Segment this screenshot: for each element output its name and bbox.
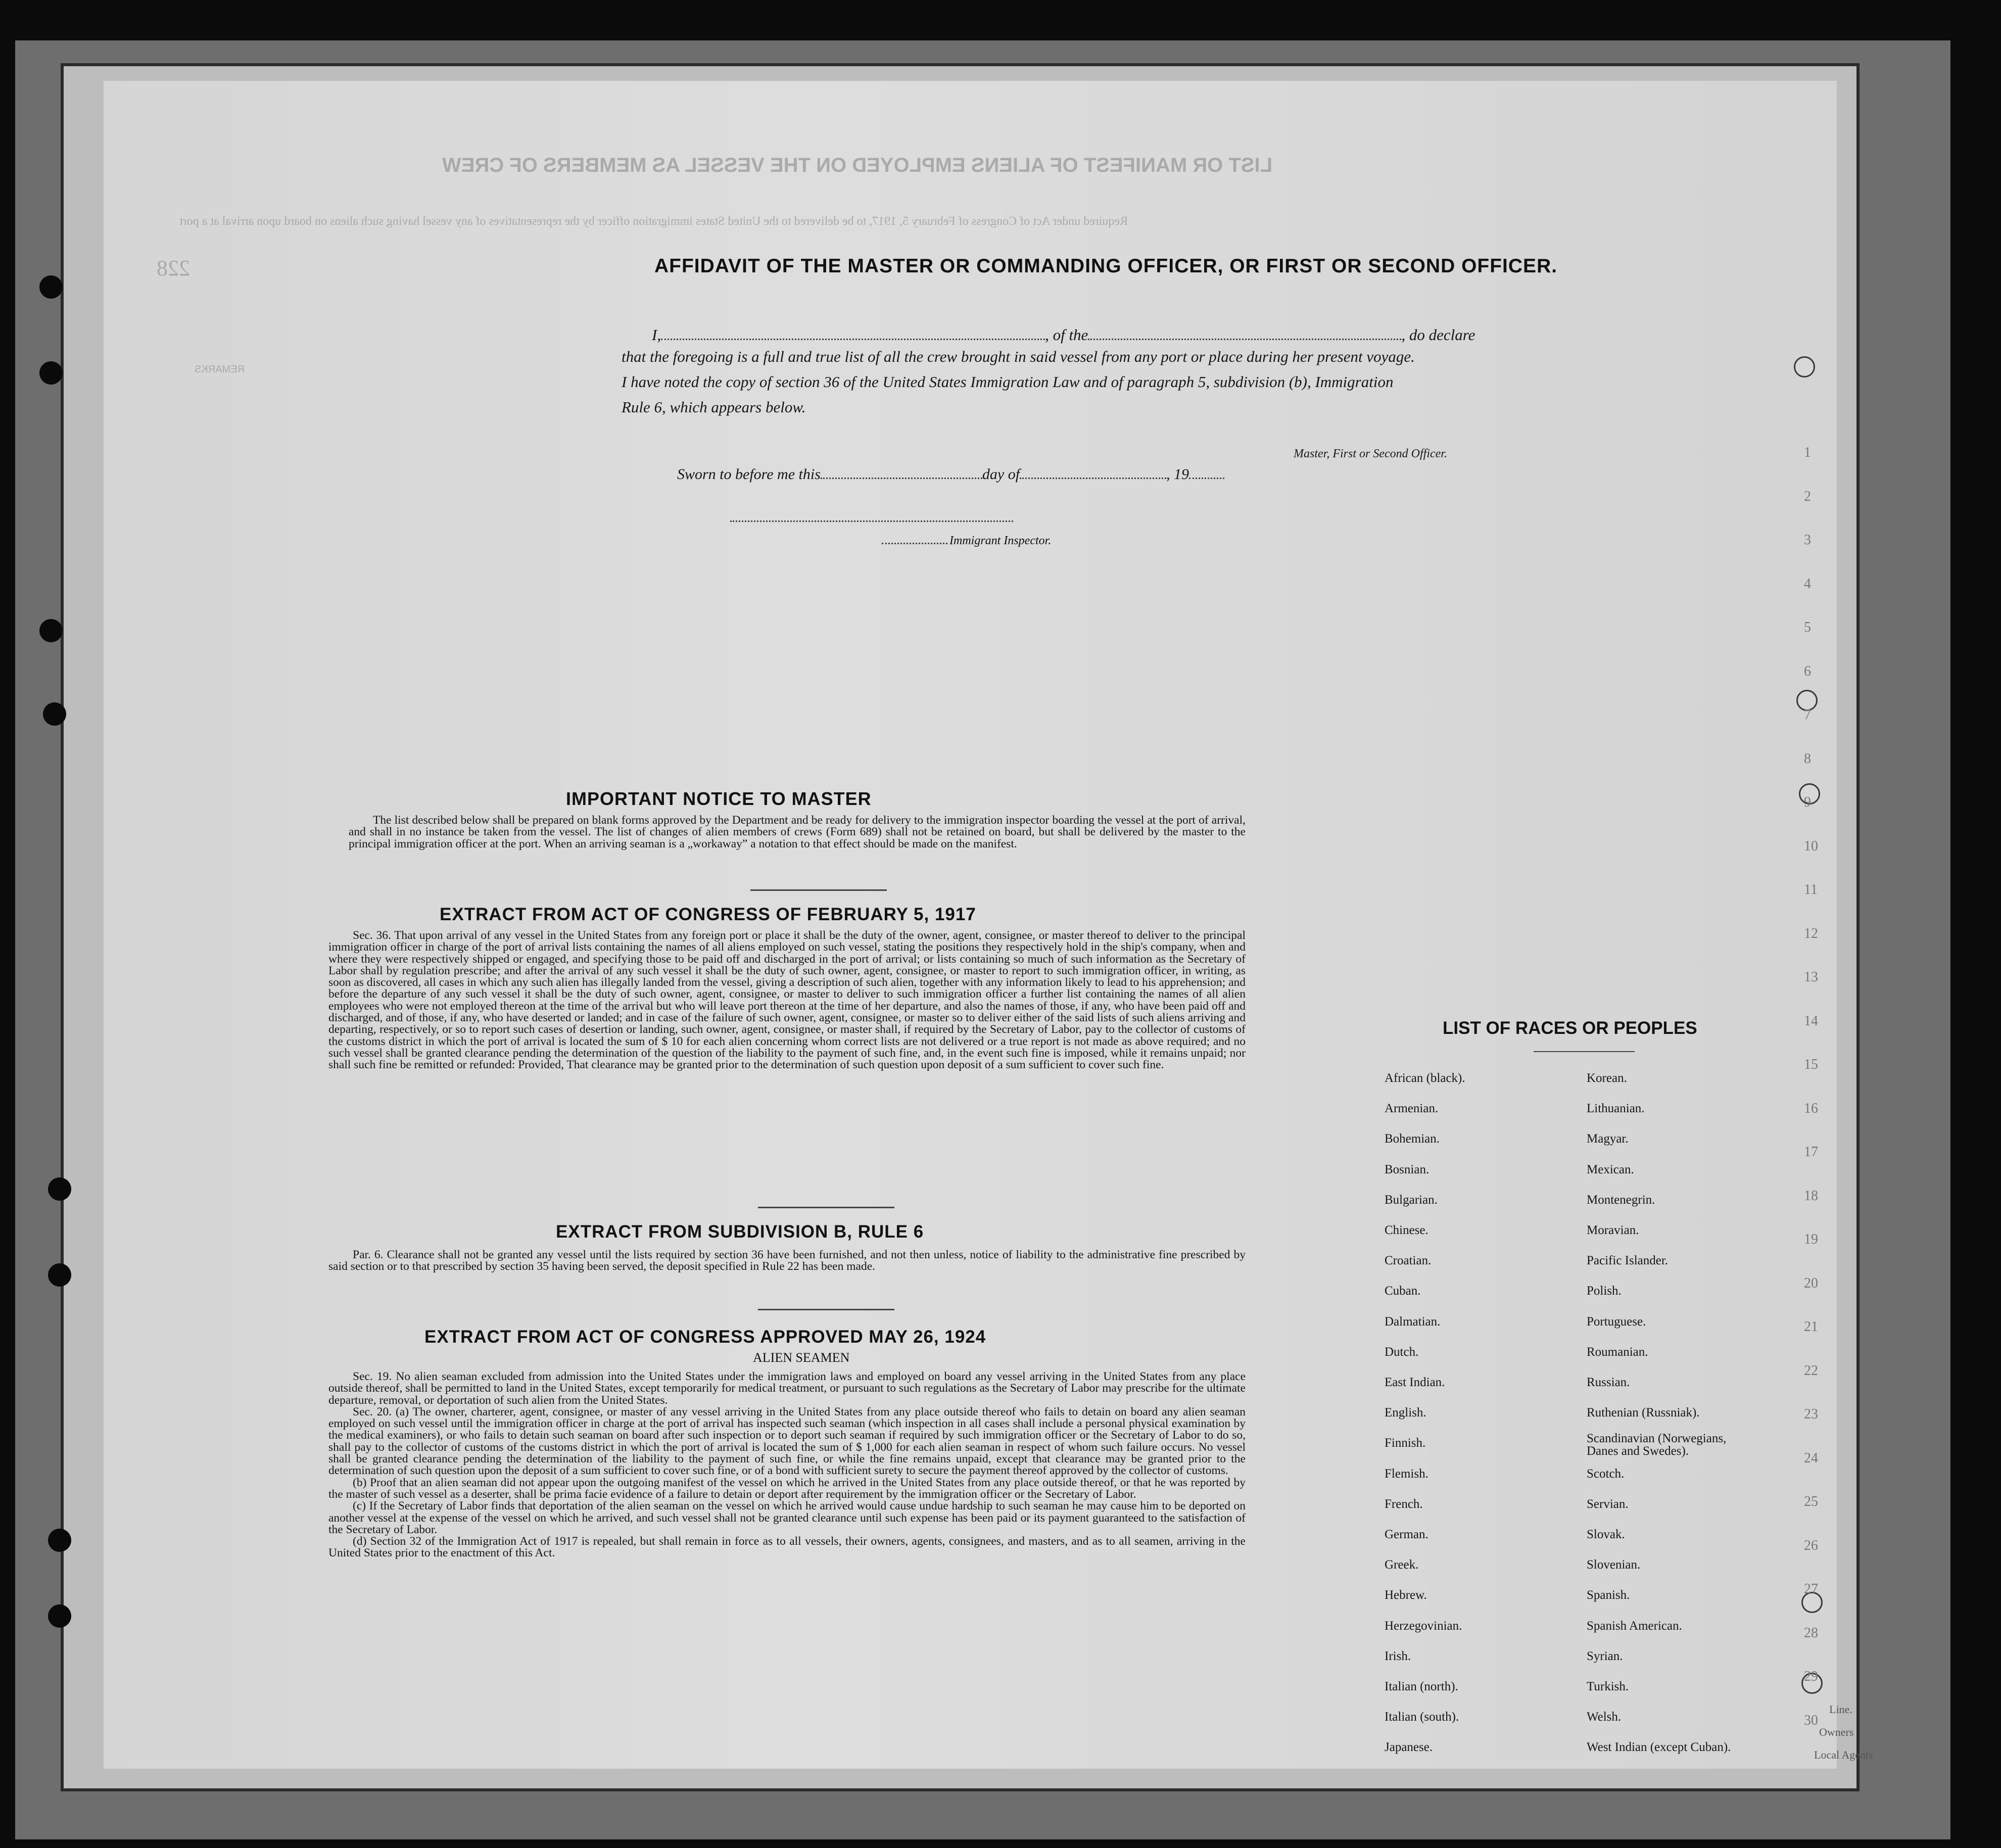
margin-line-number: 2 <box>1804 488 1811 504</box>
extract-1924-title: EXTRACT FROM ACT OF CONGRESS APPROVED MAY 26, 1924 <box>424 1327 986 1347</box>
margin-line-number: 24 <box>1804 1450 1818 1466</box>
margin-line-number: 27 <box>1804 1581 1818 1597</box>
race-item: Slovenian. <box>1587 1558 1641 1572</box>
divider-rule <box>1534 1051 1635 1052</box>
margin-line-number: 25 <box>1804 1494 1818 1509</box>
sec-19-paragraph: Sec. 19. No alien seaman excluded from admission into the United States under the immigration laws and employed on board any vessel arriving in the United States from any place outside thereof, shall be permitted to land in the United States, except temporarily for medical treatment, or pursuant to such regulations as the Secretary of Labor may prescribe for the ultimate departure, removal, or deportation of such alien from the United States. <box>328 1370 1246 1407</box>
day-blank <box>821 478 982 479</box>
race-item: Scotch. <box>1587 1466 1625 1481</box>
vessel-blank <box>1088 339 1401 340</box>
race-item: English. <box>1385 1406 1426 1420</box>
margin-line-number: 18 <box>1804 1188 1818 1204</box>
margin-line-number: 22 <box>1804 1362 1818 1379</box>
section-36-paragraph: Sec. 36. That upon arrival of any vessel in the United States from any foreign port or place it shall be the duty of the owner, agent, consignee, or master thereof to deliver to the principal immigration officer in charge of the port of arrival lists containing the names of all aliens employed on such vessel, stating the positions they respectively hold in the ship's company, when and where they were respectively shipped or engaged, and specifying those to be paid off and discharged in the port of arrival; or lists containing so much of such information as the Secretary of Labor shall by regulation prescribe; and after the arrival of any such vessel it shall be the duty of such owner, agent, consignee, or master to report to such immigration officer, in writing, as soon as discovered, all cases in which any such alien has illegally landed from the vessel, giving a description of such alien, together with any information likely to lead to his apprehension; and before the departure of any such vessel it shall be the duty of such owner, agent, consignee, or master to deliver to such immigration officer a further list containing the names of all alien employees who were not employed thereon at the time of the arrival but who will leave port thereon at the time of her departure, and also the names of those, if any, who have been paid off and discharged, and of those, if any, who have deserted or landed; and in case of the failure of such owner, agent, consignee, or master so to deliver either of the said lists of such aliens arriving and departing, respectively, or so to report such cases of desertion or landing, such owner, agent, consignee, or master shall, if required by the Secretary of Labor, pay to the collector of customs of the customs district in which the port of arrival is located the sum of $ 10 for each alien concerning whom correct lists are not delivered or a true report is not made as above required; and no such vessel shall be granted clearance pending the determination of the question of the liability to the payment of such fine, and, in the event such fine is imposed, while it remains unpaid; nor shall such fine be remitted or refunded: Provided, That clearance may be granted prior to the determination of such question upon deposit of a sum sufficient to cover such fine. <box>328 929 1246 1072</box>
margin-line-number: 15 <box>1804 1057 1818 1072</box>
affidavit-line-2: that the foregoing is a full and true list of all the crew brought in said vessel from any port or place during her present voyage. <box>622 348 1415 365</box>
race-item: East Indian. <box>1385 1376 1445 1389</box>
bleed-through-title: LIST OR MANIFEST OF ALIENS EMPLOYED ON THE VESSEL AS MEMBERS OF CREW <box>442 154 1273 176</box>
margin-line-number: 13 <box>1804 969 1818 985</box>
binder-hole <box>39 361 63 385</box>
race-item: Servian. <box>1587 1497 1629 1511</box>
bleed-through-required-line: Required under Act of Congress of February 5, 1917, to be delivered to the United States immigration officer by the representatives of any vessel having such aliens on board upon arrival at a port <box>179 215 1128 228</box>
race-item: Croatian. <box>1385 1254 1432 1268</box>
race-item: Montenegrin. <box>1587 1193 1655 1207</box>
margin-line-number: 20 <box>1804 1275 1818 1291</box>
races-title: LIST OF RACES OR PEOPLES <box>1443 1018 1697 1038</box>
race-item: Polish. <box>1587 1284 1622 1298</box>
binder-hole <box>48 1177 71 1201</box>
divider-rule <box>750 889 887 891</box>
race-item: Moravian. <box>1587 1223 1639 1237</box>
race-item: Slovak. <box>1587 1528 1625 1541</box>
race-item: Russian. <box>1587 1376 1630 1389</box>
sec-20c-paragraph: (c) If the Secretary of Labor finds that deportation of the alien seaman on the vessel on which he arrived would cause undue hardship to such seaman he may cause him to be deported on another vessel at the expense of the vessel on which he arrived, and such vessel shall not be granted clearance until such expense has been paid or its payment guaranteed to the satisfaction of the Secretary of Labor. <box>328 1499 1246 1536</box>
margin-line-number: 9 <box>1804 794 1811 810</box>
notice-title: IMPORTANT NOTICE TO MASTER <box>566 788 872 809</box>
rule6-text <box>328 1249 1246 1273</box>
extract-1924-text <box>328 1371 1246 1559</box>
margin-line-number: 7 <box>1804 707 1811 723</box>
race-item: Greek. <box>1385 1558 1419 1572</box>
race-item: French. <box>1385 1497 1423 1511</box>
race-item: German. <box>1385 1528 1428 1541</box>
margin-line-number: 26 <box>1804 1537 1818 1553</box>
inspector-blank <box>882 543 947 544</box>
month-blank <box>1020 478 1166 479</box>
binder-hole <box>48 1529 71 1552</box>
race-item: West Indian (except Cuban). <box>1587 1740 1731 1755</box>
binder-hole <box>1794 356 1815 377</box>
margin-line-number: 12 <box>1804 925 1818 941</box>
line-label: Line. <box>1829 1703 1852 1716</box>
binder-hole <box>48 1604 71 1628</box>
extract-1917-title: EXTRACT FROM ACT OF CONGRESS OF FEBRUARY 5, 1917 <box>440 905 976 924</box>
race-item: Italian (north). <box>1385 1680 1458 1693</box>
race-item: Ruthenian (Russniak). <box>1587 1406 1700 1420</box>
affidavit-of-the: , of the <box>1045 326 1088 344</box>
margin-line-number: 1 <box>1804 445 1811 460</box>
year-text: , 19 <box>1166 466 1189 483</box>
name-blank <box>661 339 1045 340</box>
race-item: Herzegovinian. <box>1385 1619 1462 1633</box>
sworn-line <box>677 466 1224 483</box>
year-blank <box>1189 478 1224 479</box>
extract-1917-text <box>328 930 1246 1071</box>
bleed-through-remarks: REMARKS <box>195 364 245 375</box>
margin-line-number: 14 <box>1804 1013 1818 1029</box>
margin-line-number: 29 <box>1804 1669 1818 1684</box>
margin-line-number: 21 <box>1804 1319 1818 1335</box>
race-item: African (black). <box>1385 1071 1465 1085</box>
race-item: Bohemian. <box>1385 1132 1440 1146</box>
race-item: Turkish. <box>1587 1680 1629 1693</box>
race-item: Dalmatian. <box>1385 1314 1441 1329</box>
margin-line-number: 19 <box>1804 1231 1818 1247</box>
owners-label: Owners <box>1819 1726 1854 1738</box>
race-item: Spanish American. <box>1587 1619 1682 1633</box>
binder-hole <box>43 702 66 726</box>
affidavit-line-4: Rule 6, which appears below. <box>622 398 806 416</box>
day-of-text: day of <box>982 466 1020 483</box>
notice-text <box>349 815 1246 850</box>
margin-line-number: 17 <box>1804 1144 1818 1160</box>
inspector-line <box>882 534 1051 548</box>
margin-line-number: 23 <box>1804 1406 1818 1422</box>
affidavit-i: I, <box>652 326 661 344</box>
race-item: Italian (south). <box>1385 1710 1459 1724</box>
affidavit-declare: , do declare <box>1401 326 1475 344</box>
notice-paragraph: The list described below shall be prepared on blank forms approved by the Department and be ready for delivery to the immigration inspector boarding the vessel at the port of arrival, and shall in no instance be taken from the vessel. The list of changes of alien members of crews (Form 689) shall not be retained on board, but shall be delivered by the master to the principal immigration officer at the port. When an arriving seaman is a „workaway” a notation to that effect should be made on the manifest. <box>349 814 1246 850</box>
race-item: Flemish. <box>1385 1466 1428 1481</box>
margin-line-number: 28 <box>1804 1625 1818 1641</box>
inspector-signature-line <box>730 520 1013 522</box>
divider-rule <box>758 1207 894 1208</box>
margin-line-number: 30 <box>1804 1712 1818 1728</box>
sec-20b-paragraph: (b) Proof that an alien seaman did not appear upon the outgoing manifest of the vessel on which he arrived in the United States from any place outside thereof, or that he was reported by the master of such vessel as a deserter, shall be prima facie evidence of a failure to detain or deport after requirement by the immigration officer or the Secretary of Labor. <box>328 1476 1246 1501</box>
race-item: Bosnian. <box>1385 1162 1430 1176</box>
sec-20a-paragraph: Sec. 20. (a) The owner, charterer, agent, consignee, or master of any vessel arriving in the United States from any place outside thereof who fails to detain on board any alien seaman employed on such vessel until the immigration officer in charge at the port of arrival has inspected such seaman (which inspection in all cases shall include a personal physical examination by the medical examiners), or who fails to detain such seaman on board after such inspection or to deport such seaman if required by such immigration officer or the Secretary of Labor to do so, shall pay to the collector of customs of the customs district in which the port of arrival is located the sum of $ 1,000 for each alien seaman in respect of whom such failure occurs. No vessel shall be granted clearance pending the determination of the liability to the payment of such fine, or while the fine remains unpaid, except that clearance may be granted prior to the determination of such question upon the deposit of a sum sufficient to cover such fine, or of a bond with sufficient surety to secure the payment thereof approved by the collector of customs. <box>328 1405 1246 1478</box>
margin-line-number: 3 <box>1804 532 1811 548</box>
race-item: Dutch. <box>1385 1345 1419 1359</box>
race-item: Bulgarian. <box>1385 1193 1438 1207</box>
inspector-label: Immigrant Inspector. <box>949 534 1052 547</box>
margin-line-number: 10 <box>1804 838 1818 854</box>
margin-line-number: 6 <box>1804 663 1811 679</box>
affidavit-line-3: I have noted the copy of section 36 of the United States Immigration Law and of paragraph 5, subdivision (b), Immigration <box>622 373 1394 391</box>
bleed-through-sheet-number: 228 <box>157 256 190 280</box>
sec-20d-paragraph: (d) Section 32 of the Immigration Act of 1917 is repealed, but shall remain in force as to all vessels, their owners, agents, consignees, and masters, and as to all seamen, arriving in the United States prior to the enactment of this Act. <box>328 1535 1246 1560</box>
margin-line-number: 11 <box>1804 882 1818 897</box>
divider-rule <box>758 1309 894 1310</box>
binder-hole <box>39 275 63 299</box>
race-item: Finnish. <box>1385 1436 1426 1450</box>
master-signature-label: Master, First or Second Officer. <box>1294 447 1447 460</box>
race-item: Portuguese. <box>1587 1314 1646 1329</box>
race-item: Irish. <box>1385 1649 1411 1663</box>
race-item: Syrian. <box>1587 1649 1623 1663</box>
affidavit-declaration-line <box>652 326 1475 344</box>
affidavit-title: AFFIDAVIT OF THE MASTER OR COMMANDING OFFICER, OR FIRST OR SECOND OFFICER. <box>654 255 1558 277</box>
rule6-title: EXTRACT FROM SUBDIVISION B, RULE 6 <box>556 1222 924 1242</box>
margin-line-number: 8 <box>1804 750 1811 767</box>
local-agents-label: Local Agents <box>1814 1748 1873 1761</box>
rule6-paragraph: Par. 6. Clearance shall not be granted any vessel until the lists required by section 36 have been furnished, and not then unless, notice of liability to the administrative fine prescribed by said section or to that prescribed by section 35 having been served, the deposit specified in Rule 22 has been made. <box>328 1248 1246 1273</box>
binder-hole <box>48 1263 71 1287</box>
race-item: Hebrew. <box>1385 1588 1427 1602</box>
race-item: Cuban. <box>1385 1284 1421 1298</box>
race-item: Scandinavian (Norwegians, Danes and Swedes). <box>1587 1432 1727 1458</box>
race-item: Armenian. <box>1385 1102 1439 1116</box>
margin-line-number: 4 <box>1804 576 1811 592</box>
race-item: Magyar. <box>1587 1132 1629 1146</box>
margin-line-number: 16 <box>1804 1100 1818 1116</box>
sworn-text: Sworn to before me this <box>677 466 821 483</box>
race-item: Welsh. <box>1587 1710 1622 1724</box>
race-item: Chinese. <box>1385 1223 1428 1237</box>
alien-seamen-subtitle: ALIEN SEAMEN <box>753 1350 850 1365</box>
race-item: Spanish. <box>1587 1588 1630 1602</box>
race-item: Lithuanian. <box>1587 1102 1645 1116</box>
race-item: Korean. <box>1587 1071 1627 1085</box>
document-page <box>104 81 1873 1769</box>
margin-line-number: 5 <box>1804 620 1811 635</box>
race-item: Roumanian. <box>1587 1345 1648 1359</box>
race-item: Pacific Islander. <box>1587 1254 1669 1268</box>
race-item: Japanese. <box>1385 1740 1433 1755</box>
race-item: Mexican. <box>1587 1162 1634 1176</box>
binder-hole <box>39 619 63 642</box>
